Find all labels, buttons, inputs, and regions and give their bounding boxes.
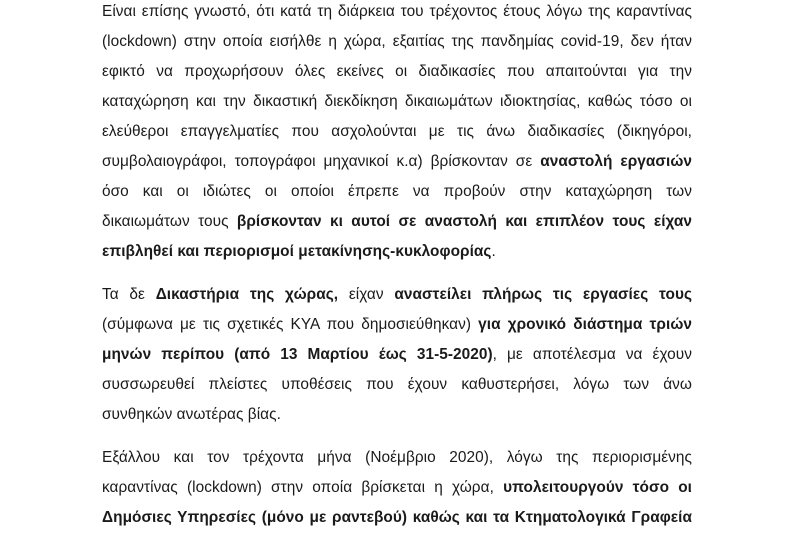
text-run: Είναι επίσης γνωστό, ότι κατά τη διάρκεια του τρέχοντος έτους λόγω της καραντίνας	[102, 3, 692, 20]
text-run: καραντίνας (lockdown) στην οποία βρίσκεται η χώρα,	[102, 479, 504, 496]
text-run: (lockdown) στην οποία εισήλθε η χώρα, εξαιτίας της πανδημίας covid-19, δεν ήταν	[102, 33, 692, 50]
text-run: ελεύθεροι επαγγελματίες που ασχολούνται με τις άνω διαδικασίες (δικηγόροι,	[102, 123, 692, 140]
paragraph-1-line-3	[102, 60, 692, 84]
paragraph-2-line-1	[102, 283, 692, 307]
text-run: συνθηκών ανωτέρας βίας.	[102, 406, 281, 423]
text-run: δικαιωμάτων τους	[102, 213, 237, 230]
text-run: συσσωρευθεί πλείστες υποθέσεις που έχουν καθυστερήσει, λόγω των άνω	[102, 376, 692, 393]
text-run-bold: για χρονικό διάστημα τριών	[478, 316, 692, 333]
paragraph-1-line-1	[102, 0, 692, 24]
text-run: συμβολαιογράφοι, τοπογράφοι μηχανικοί κ.α) βρίσκονταν σε	[102, 153, 541, 170]
text-run-bold: Δικαστήρια της χώρας,	[155, 286, 339, 303]
paragraph-2-line-3	[102, 343, 692, 367]
text-run: (σύμφωνα με τις σχετικές ΚΥΑ που δημοσιεύθηκαν)	[102, 316, 479, 333]
text-run-bold: υπολειτουργούν τόσο οι	[503, 479, 693, 496]
paragraph-2-line-2	[102, 313, 692, 337]
paragraph-1-line-9	[102, 240, 692, 264]
paragraph-1-line-8	[102, 210, 692, 234]
paragraph-3-line-3	[102, 506, 692, 530]
text-run: .	[491, 243, 496, 260]
text-run-bold: μηνών περίπου (από 13 Μαρτίου έως 31-5-2020)	[102, 346, 493, 363]
text-run-bold: βρίσκονταν κι αυτοί σε αναστολή και επιπλέον τους είχαν	[236, 213, 692, 230]
paragraph-1-line-5	[102, 120, 692, 144]
text-run: , με αποτέλεσμα να έχουν	[492, 346, 692, 363]
text-run: όσο και οι ιδιώτες οι οποίοι έπρεπε να προβούν στην καταχώρηση των	[102, 183, 692, 200]
paragraph-1-line-6	[102, 150, 692, 174]
paragraph-2-line-5	[102, 403, 692, 427]
paragraph-3-line-1	[102, 446, 692, 470]
text-run: είχαν	[338, 286, 395, 303]
paragraph-2-line-4	[102, 373, 692, 397]
text-run-bold: αναστολή εργασιών	[540, 153, 692, 170]
paragraph-1-line-4	[102, 90, 692, 114]
paragraph-1-line-2	[102, 30, 692, 54]
paragraph-3-line-2	[102, 476, 692, 500]
text-run: εφικτό να προχωρήσουν όλες εκείνες οι διαδικασίες που απαιτούνται για την	[102, 63, 692, 80]
paragraph-1-line-7	[102, 180, 692, 204]
text-run-bold: αναστείλει πλήρως τις εργασίες τους	[394, 286, 692, 303]
text-run: Τα δε	[102, 286, 156, 303]
text-run-bold: επιβληθεί και περιορισμοί μετακίνησης-κυκλοφορίας	[102, 243, 492, 260]
text-run-bold: Δημόσιες Υπηρεσίες (μόνο με ραντεβού) καθώς και τα Κτηματολογικά Γραφεία	[102, 509, 692, 526]
text-run: Εξάλλου και τον τρέχοντα μήνα (Νοέμβριο 2020), λόγω της περιορισμένης	[102, 449, 692, 466]
text-run: καταχώρηση και την δικαστική διεκδίκηση δικαιωμάτων ιδιοκτησίας, καθώς τόσο οι	[102, 93, 692, 110]
